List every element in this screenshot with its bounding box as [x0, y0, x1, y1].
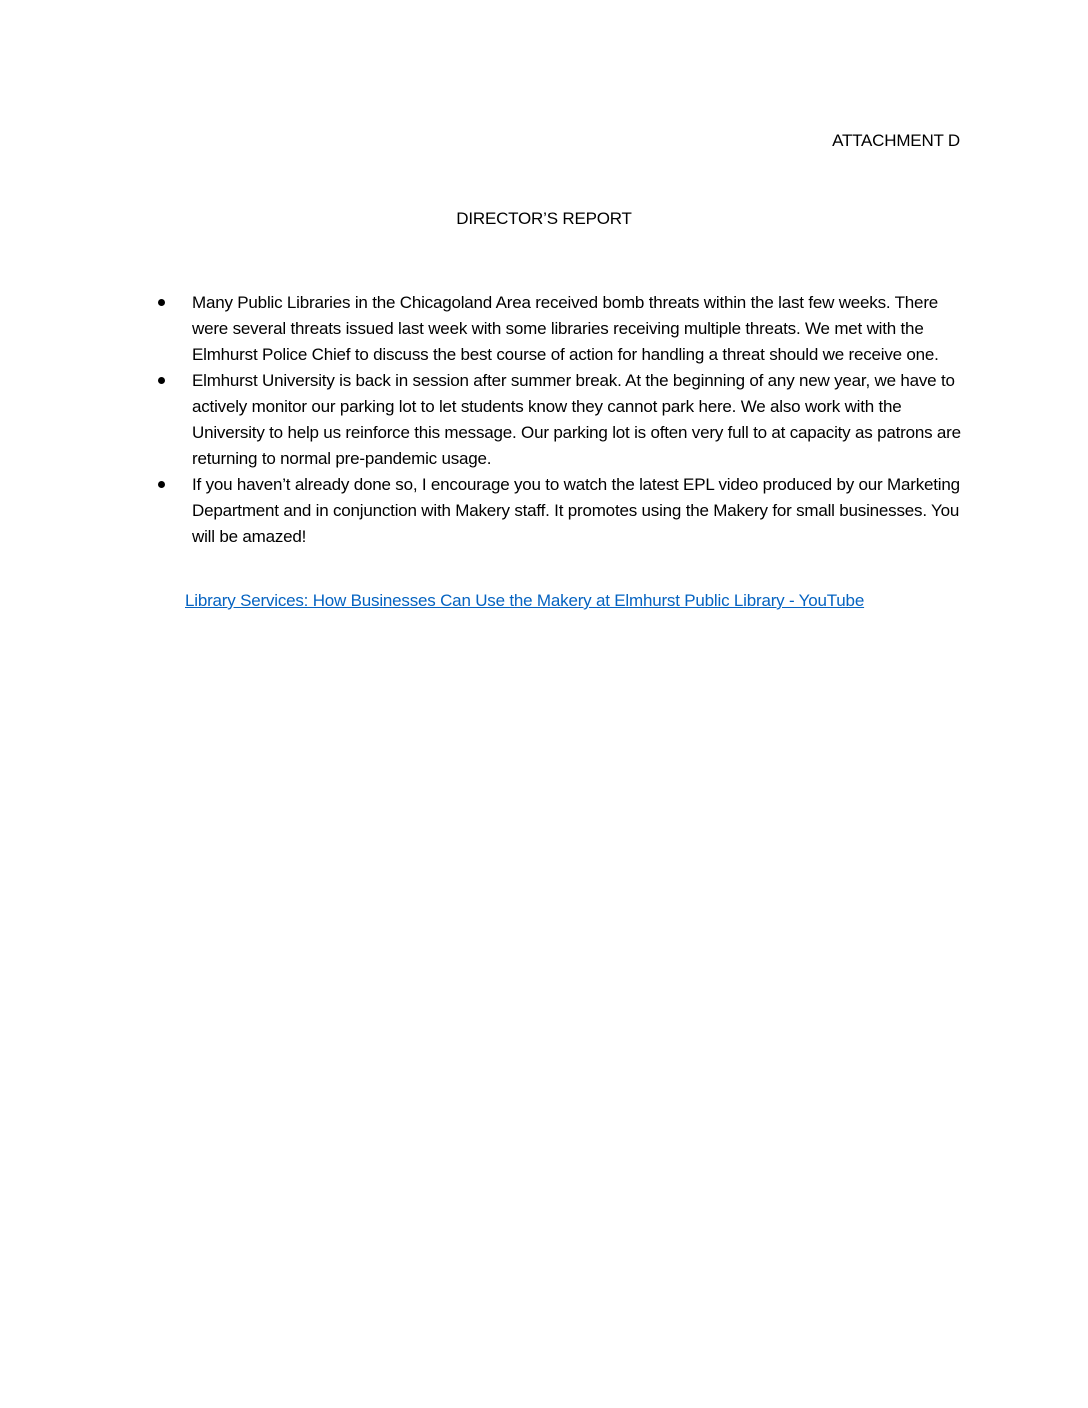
bullet-icon: [158, 377, 165, 384]
list-item: [156, 472, 966, 550]
bullet-text: Many Public Libraries in the Chicagoland Area received bomb threats within the last few weeks. There were several threats issued last week with some libraries receiving multiple threats. We met with the Elmhurst Police Chief to discuss the best course of action for handling a threat should we receive one.: [192, 293, 939, 364]
page-title: DIRECTOR’S REPORT: [456, 209, 632, 228]
youtube-video-link[interactable]: Library Services: How Businesses Can Use the Makery at Elmhurst Public Library - YouTube: [185, 591, 865, 610]
bullet-icon: [158, 481, 165, 488]
attachment-label: ATTACHMENT D: [832, 131, 960, 150]
bullet-text: Elmhurst University is back in session after summer break. At the beginning of any new year, we have to actively monitor our parking lot to let students know they cannot park here. We also work with the University to help us reinforce this message. Our parking lot is often very full to at capacity as patrons are returning to normal pre-pandemic usage.: [192, 371, 961, 468]
bullet-icon: [158, 299, 165, 306]
list-item: [156, 368, 966, 472]
bullet-list: [156, 290, 966, 550]
bullet-text: If you haven’t already done so, I encourage you to watch the latest EPL video produced by our Marketing Department and in conjunction with Makery staff. It promotes using the Makery for small businesses. You will be amazed!: [192, 475, 960, 546]
list-item: [156, 290, 966, 368]
